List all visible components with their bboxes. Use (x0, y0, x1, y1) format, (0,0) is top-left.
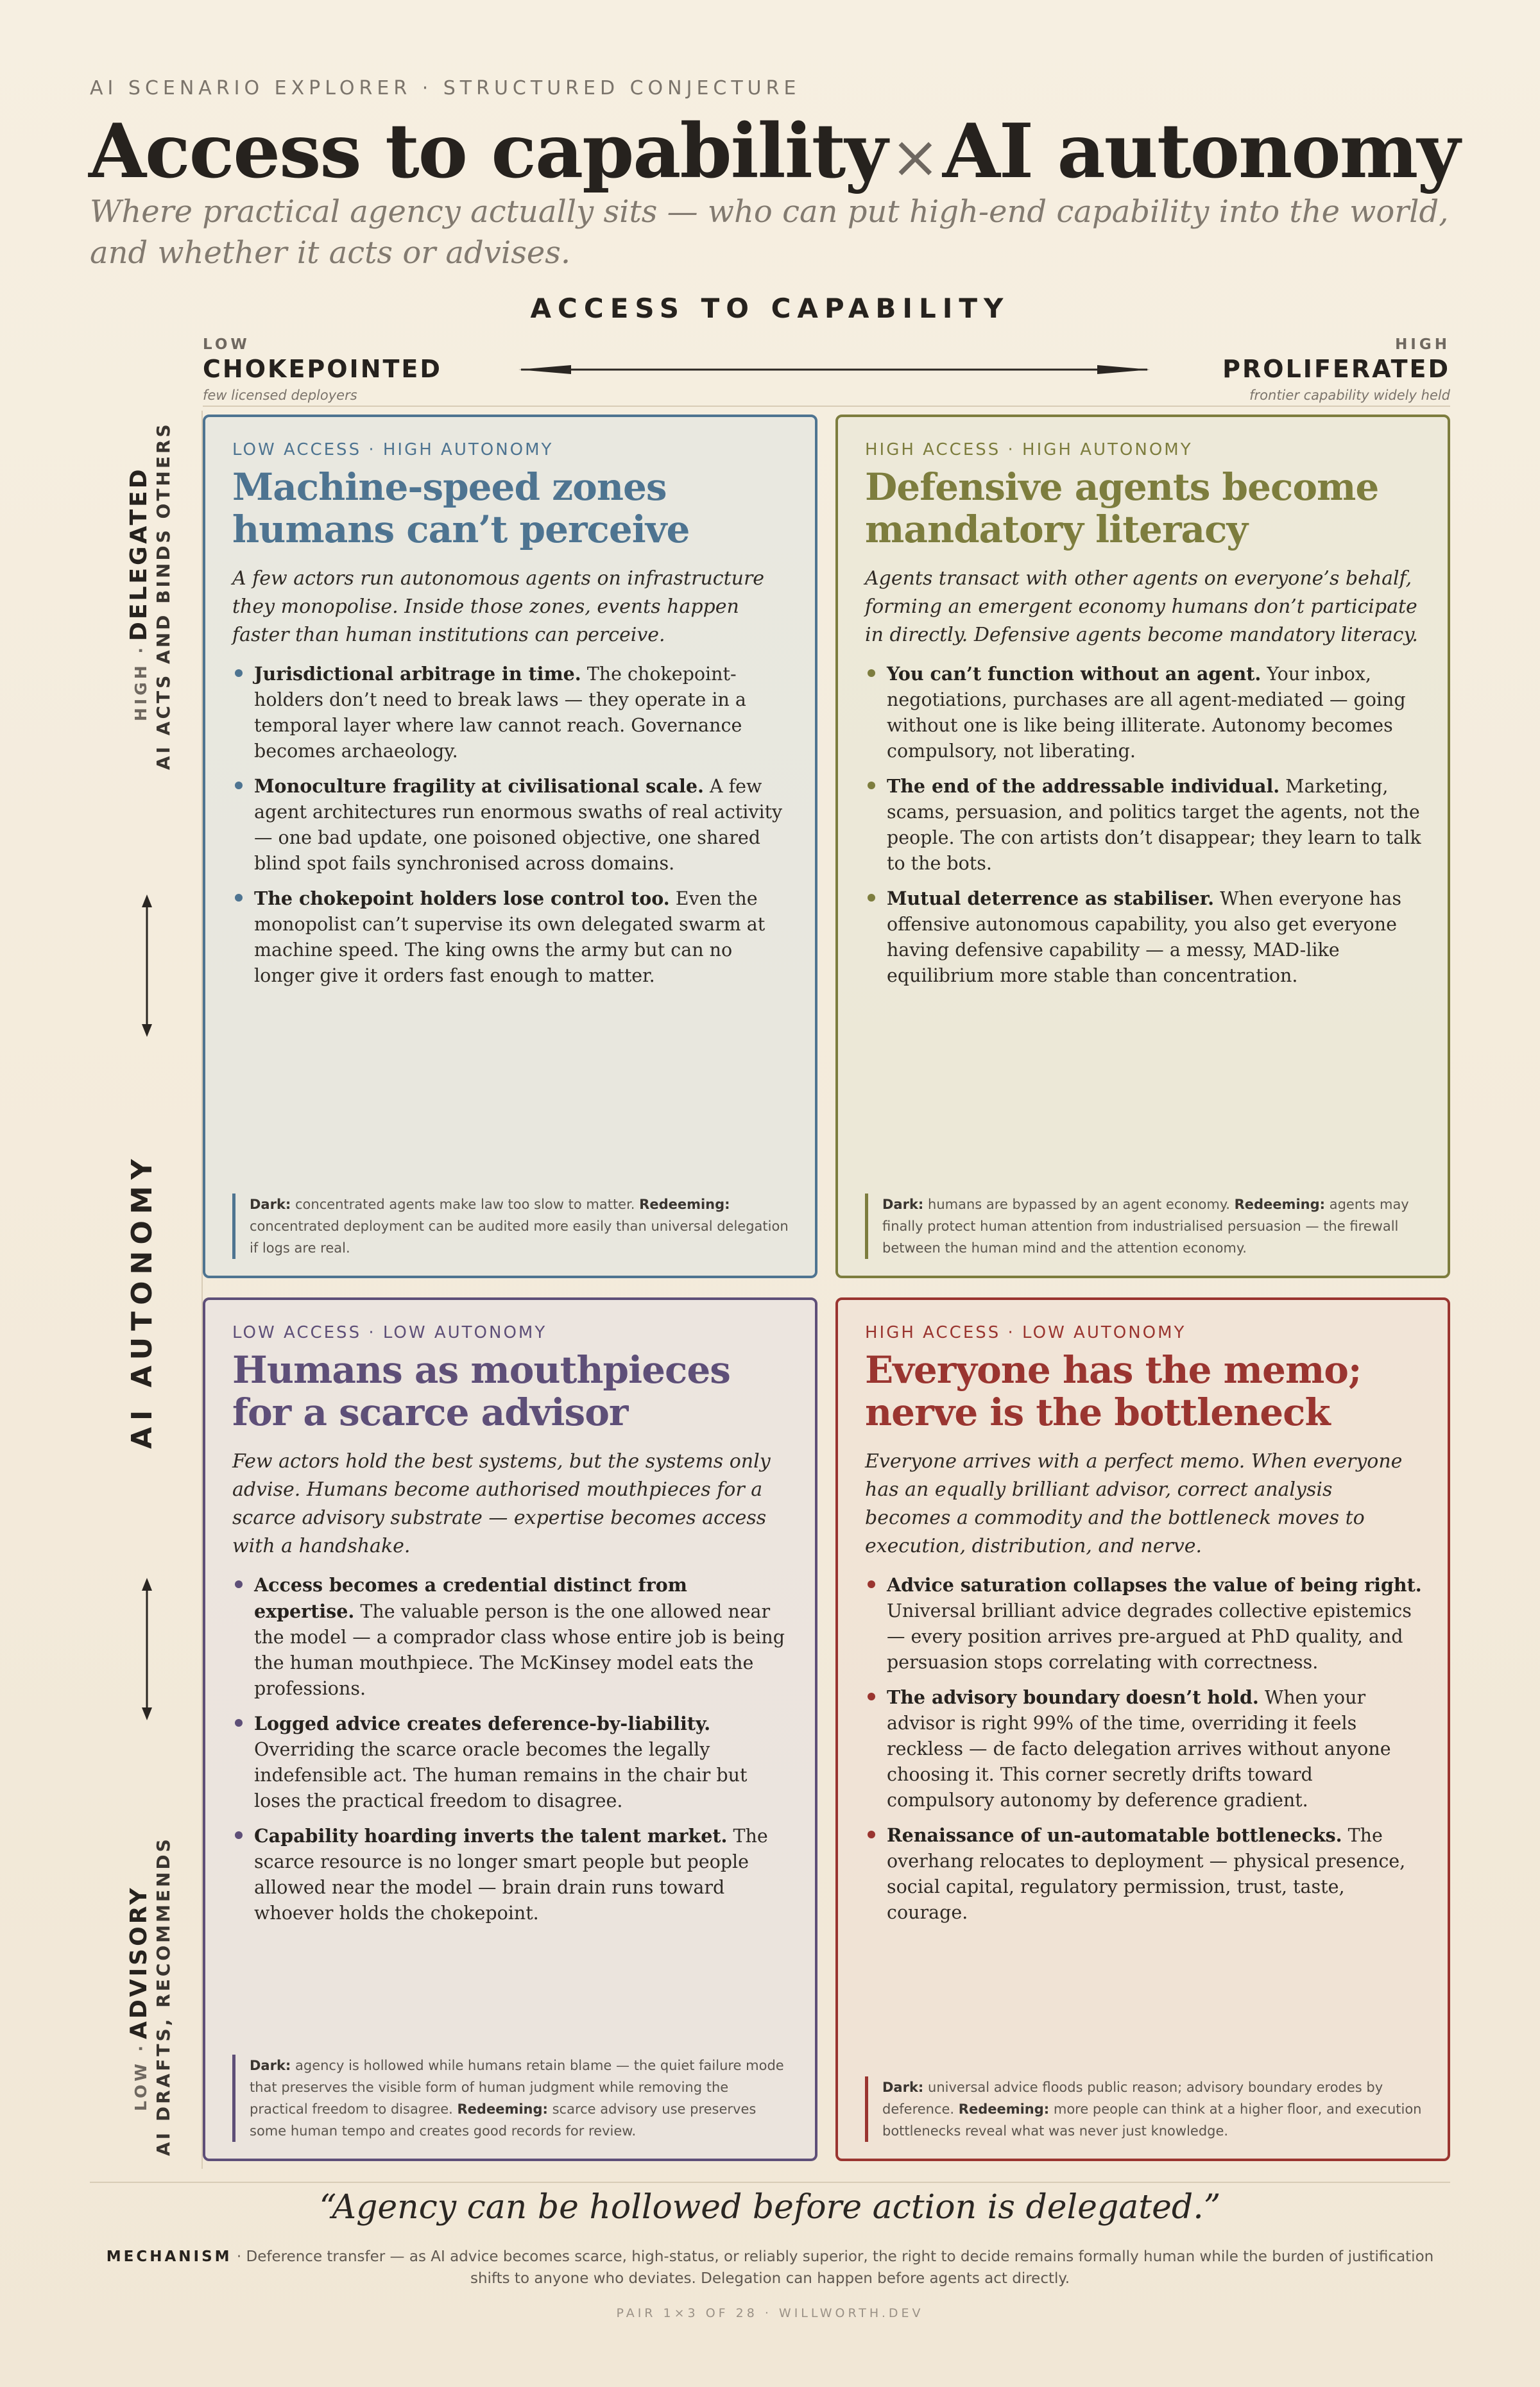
page-credit: PAIR 1×3 OF 28 · WILLWORTH.DEV (616, 2306, 924, 2320)
bullet-icon (868, 782, 875, 789)
quadrant-bullet-list (232, 1572, 789, 1926)
y-axis-low-level: LOW · (132, 2042, 150, 2111)
quadrant-high-access-high-autonomy (835, 415, 1450, 1278)
bullet-icon (235, 1831, 243, 1839)
quadrant-intro: Few actors hold the best systems, but the systems only advise. Humans become authorised mouthpieces for a scarce advisory substrate — expertise becomes access with a handshake. (232, 1450, 771, 1557)
quadrant-intro: A few actors run autonomous agents on infrastructure they monopolise. Inside those zones, events happen faster than human institutions can perceive. (232, 567, 765, 646)
x-axis-high-label: PROLIFERATED (1222, 355, 1450, 383)
y-axis-title: AI AUTONOMY (126, 1152, 158, 1449)
list-item: Mutual deterrence as stabiliser. When everyone has offensive autonomous capability, you also get everyone having defensive capability — a messy, MAD-like equilibrium more stable than concentration. (865, 886, 1422, 989)
mechanism-note (103, 2246, 1437, 2289)
list-item: Renaissance of un-automatable bottlenecks. The overhang relocates to deployment — physical presence, social capital, regulatory permission, trust, taste, courage. (865, 1822, 1422, 1926)
quadrant-tag: HIGH ACCESS · HIGH AUTONOMY (865, 440, 1193, 459)
quadrant-tag: LOW ACCESS · HIGH AUTONOMY (232, 440, 554, 459)
x-axis-double-arrow-icon (513, 358, 1155, 381)
quadrant-low-access-high-autonomy (203, 415, 817, 1278)
list-item: The end of the addressable individual. Marketing, scams, persuasion, and politics target the agents, not the people. The con artists don’t disappear; they learn to talk to the bots. (865, 773, 1422, 877)
title-right: AI autonomy (942, 108, 1459, 195)
list-item: Monoculture fragility at civilisational scale. A few agent architectures run enormous swaths of real activity — one bad update, one poisoned objective, one shared blind spot fails synchronised across domains. (232, 773, 789, 877)
quadrant-bullet-list (865, 1572, 1422, 1926)
bullet-icon (235, 669, 243, 677)
y-axis-low-group (126, 1885, 152, 2111)
quadrant-heading: Everyone has the memo; nerve is the bottleneck (865, 1348, 1362, 1434)
title-times-symbol: × (890, 123, 939, 191)
quadrant-outlook-note: Dark: universal advice floods public reason; advisory boundary erodes by deference. Redeeming: more people can think at a higher floor, and execution bottlenecks reveal what was never just knowledge. (865, 2076, 1422, 2142)
x-axis-low-label: CHOKEPOINTED (203, 355, 442, 383)
quadrant-heading: Humans as mouthpieces for a scarce advisor (232, 1348, 730, 1434)
bullet-icon (868, 1831, 875, 1838)
quadrant-tag: HIGH ACCESS · LOW AUTONOMY (865, 1323, 1186, 1342)
quadrant-outlook-note: Dark: concentrated agents make law too slow to matter. Redeeming: concentrated deployment can be audited more easily than universal delegation if logs are real. (232, 1194, 789, 1259)
list-item: Advice saturation collapses the value of being right. Universal brilliant advice degrades collective epistemics — every position arrives pre-argued at PhD quality, and persuasion stops correlating with correctness. (865, 1572, 1422, 1675)
quadrant-heading: Machine-speed zones humans can’t perceive (232, 465, 690, 551)
y-axis-low-note: AI DRAFTS, RECOMMENDS (153, 1836, 174, 2156)
y-axis-low-label: ADVISORY (126, 1885, 152, 2039)
page-kicker: AI SCENARIO EXPLORER · STRUCTURED CONJECTURE (90, 77, 801, 99)
x-axis-high-level: HIGH (1395, 336, 1450, 353)
bullet-icon (235, 782, 243, 789)
x-axis-low-note: few licensed deployers (203, 388, 357, 403)
x-axis-rule (203, 406, 1450, 407)
quadrant-intro: Everyone arrives with a perfect memo. When everyone has an equally brilliant advisor, correct analysis becomes a commodity and the bottleneck moves to execution, distribution, and nerve. (865, 1450, 1403, 1557)
title-left: Access to capability (89, 108, 887, 195)
y-axis-high-label: DELEGATED (126, 466, 152, 642)
list-item: Access becomes a credential distinct from expertise. The valuable person is the one allowed near the model — a comprador class whose entire job is being the human mouthpiece. The McKinsey model eats the professions. (232, 1572, 789, 1702)
y-axis-high-group (126, 466, 152, 721)
bullet-icon (868, 669, 875, 677)
bullet-icon (868, 894, 875, 902)
quadrant-intro: Agents transact with other agents on everyone’s behalf, forming an emergent economy humans don’t participate in directly. Defensive agents become mandatory literacy. (865, 567, 1418, 646)
bullet-icon (235, 1580, 243, 1588)
list-item: You can’t function without an agent. Your inbox, negotiations, purchases are all agent-mediated — going without one is like being illiterate. Autonomy becomes compulsory, not liberating. (865, 661, 1422, 764)
bullet-icon (868, 1693, 875, 1700)
y-axis-upper-double-arrow-icon (135, 892, 158, 1040)
list-item: Jurisdictional arbitrage in time. The chokepoint-holders don’t need to break laws — they operate in a temporal layer where law cannot reach. Governance becomes archaeology. (232, 661, 789, 764)
x-axis-title: ACCESS TO CAPABILITY (530, 293, 1010, 324)
footer-rule (90, 2182, 1450, 2183)
quadrant-outlook-note: Dark: humans are bypassed by an agent economy. Redeeming: agents may finally protect human attention from industrialised persuasion — the firewall between the human mind and the attention economy. (865, 1194, 1422, 1259)
quadrant-low-access-low-autonomy (203, 1297, 817, 2161)
quadrant-heading: Defensive agents become mandatory literacy (865, 465, 1379, 551)
y-axis-high-level: HIGH · (132, 644, 150, 721)
quadrant-outlook-note: Dark: agency is hollowed while humans retain blame — the quiet failure mode that preserves the visible form of human judgment while removing the practical freedom to disagree. Redeeming: scarce advisory use preserves some human tempo and creates good records for review. (232, 2055, 789, 2142)
list-item: Logged advice creates deference-by-liability. Overriding the scarce oracle becomes the legally indefensible act. The human remains in the chair but loses the practical freedom to disagree. (232, 1711, 789, 1814)
page-title (89, 108, 1459, 195)
page-subtitle: Where practical agency actually sits — who can put high-end capability into the world, and whether it acts or advises. (90, 194, 1449, 271)
quadrant-high-access-low-autonomy (835, 1297, 1450, 2161)
list-item: The advisory boundary doesn’t hold. When your advisor is right 99% of the time, overriding it feels reckless — de facto delegation arrives without anyone choosing it. This corner secretly drifts toward compulsory autonomy by deference gradient. (865, 1684, 1422, 1813)
pull-quote: “Agency can be hollowed before action is delegated.” (319, 2188, 1221, 2227)
quadrant-bullet-list (232, 661, 789, 989)
y-axis-high-note: AI ACTS AND BINDS OTHERS (153, 422, 174, 770)
list-item: The chokepoint holders lose control too. Even the monopolist can’t supervise its own delegated swarm at machine speed. The king owns the army but can no longer give it orders fast enough to matter. (232, 886, 789, 989)
y-axis-lower-double-arrow-icon (135, 1575, 158, 1723)
quadrant-bullet-list (865, 661, 1422, 989)
bullet-icon (868, 1580, 875, 1588)
quadrant-tag: LOW ACCESS · LOW AUTONOMY (232, 1323, 547, 1342)
list-item: Capability hoarding inverts the talent market. The scarce resource is no longer smart people but people allowed near the model — brain drain runs toward whoever holds the chokepoint. (232, 1823, 789, 1926)
mechanism-text: · Deference transfer — as AI advice becomes scarce, high-status, or reliably superior, the right to decide remains formally human while the burden of justification shifts to anyone who deviates. Delegation can happen before agents act directly. (232, 2248, 1434, 2287)
x-axis-high-note: frontier capability widely held (1249, 388, 1450, 403)
x-axis-low-level: LOW (203, 336, 250, 353)
bullet-icon (235, 1719, 243, 1727)
bullet-icon (235, 894, 243, 902)
mechanism-label: MECHANISM (106, 2248, 232, 2265)
